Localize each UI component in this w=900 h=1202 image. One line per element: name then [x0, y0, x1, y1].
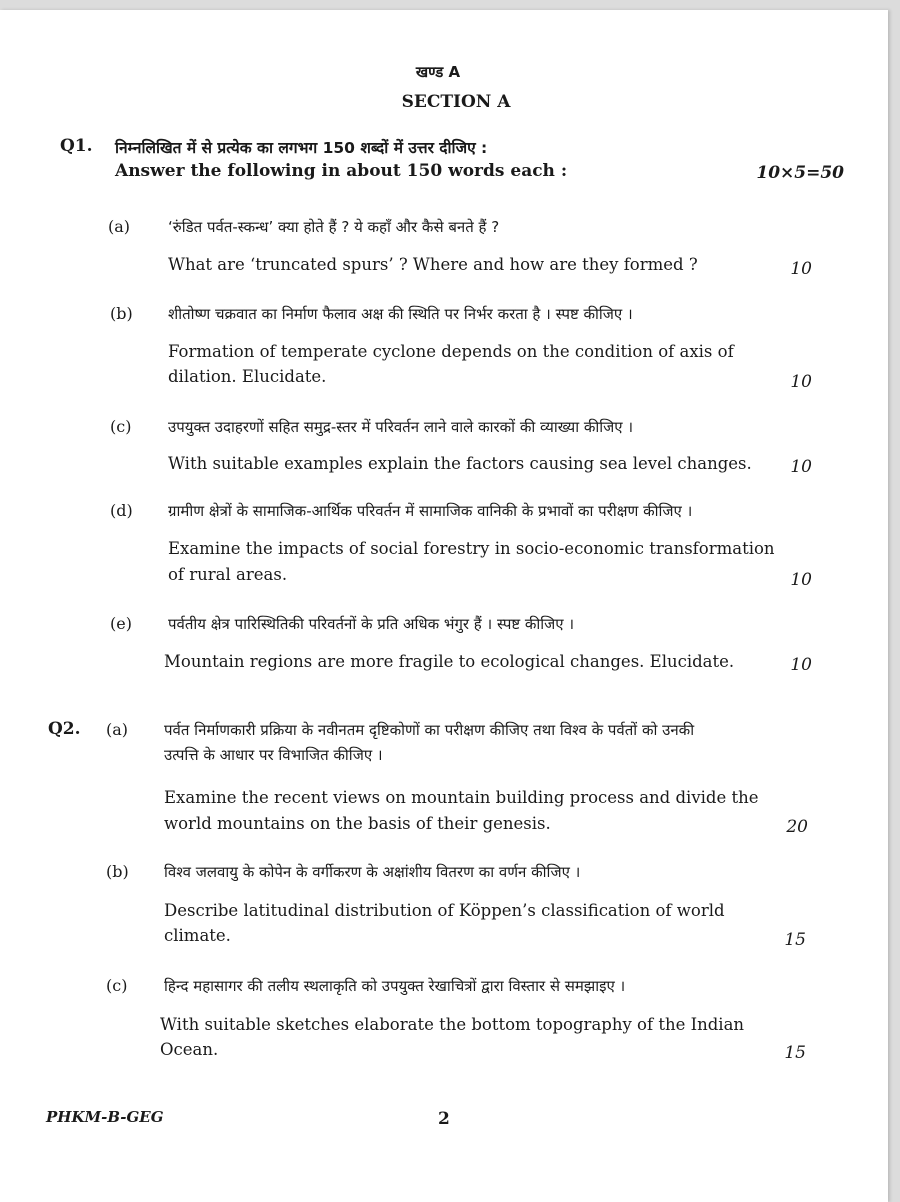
q1-part-e-english: Mountain regions are more fragile to ecological changes. Elucidate. [164, 652, 735, 671]
q1-part-a-label: (a) [108, 217, 131, 236]
q2-part-a-english-line1: Examine the recent views on mountain building process and divide the [164, 788, 759, 807]
q1-part-e-label: (e) [110, 614, 132, 633]
q1-hindi-instruction: निम्नलिखित में से प्रत्येक का लगभग 150 शब्दों में उत्तर दीजिए : [115, 139, 488, 157]
q1-part-d-hindi: ग्रामीण क्षेत्रों के सामाजिक-आर्थिक परिवर्तन में सामाजिक वानिकी के प्रभावों का परीक्षण कीजिए । [168, 502, 693, 520]
q2-part-a-hindi-line1: पर्वत निर्माणकारी प्रक्रिया के नवीनतम दृष्टिकोणों का परीक्षण कीजिए तथा विश्व के पर्वतों को उनकी [164, 721, 695, 739]
q2-part-b-english-line2: climate. [164, 926, 231, 945]
page-number: 2 [438, 1109, 450, 1129]
q1-part-b-english-line1: Formation of temperate cyclone depends on the condition of axis of [168, 342, 734, 361]
q2-part-a-marks: 20 [786, 817, 808, 837]
paper-code: PHKM-B-GEG [46, 1108, 164, 1126]
q2-part-a-english-line2: world mountains on the basis of their genesis. [164, 814, 551, 833]
q2-part-c-label: (c) [106, 976, 128, 995]
q1-part-b-label: (b) [110, 304, 133, 323]
q1-part-b-english-line2: dilation. Elucidate. [168, 367, 327, 386]
q1-part-e-marks: 10 [790, 655, 812, 675]
q1-part-c-marks: 10 [790, 457, 812, 477]
q1-part-b-hindi: शीतोष्ण चक्रवात का निर्माण फैलाव अक्ष की स्थिति पर निर्भर करता है । स्पष्ट कीजिए । [168, 305, 633, 323]
section-title: SECTION A [401, 92, 511, 112]
q2-part-c-english-line1: With suitable sketches elaborate the bottom topography of the Indian [160, 1015, 745, 1034]
q2-part-c-hindi: हिन्द महासागर की तलीय स्थलाकृति को उपयुक्त रेखाचित्रों द्वारा विस्तार से समझाइए । [164, 977, 626, 995]
q1-part-d-english-line1: Examine the impacts of social forestry in socio-economic transformation [168, 539, 775, 558]
q1-part-a-english: What are ‘truncated spurs’ ? Where and how are they formed ? [168, 255, 698, 274]
q2-part-a-hindi-line2: उत्पत्ति के आधार पर विभाजित कीजिए । [164, 746, 383, 764]
q1-part-d-marks: 10 [790, 570, 812, 590]
q2-part-b-english-line1: Describe latitudinal distribution of Köppen’s classification of world [164, 901, 725, 920]
q1-part-c-label: (c) [110, 417, 132, 436]
q1-part-a-marks: 10 [790, 259, 812, 279]
section-hindi-title: खण्ड A [415, 63, 461, 81]
q2-part-b-label: (b) [106, 862, 129, 881]
q2-part-a-label: (a) [106, 720, 129, 739]
q1-part-b-marks: 10 [790, 372, 812, 392]
q2-number: Q2. [48, 719, 81, 739]
q1-part-c-hindi: उपयुक्त उदाहरणों सहित समुद्र-स्तर में परिवर्तन लाने वाले कारकों की व्याख्या कीजिए । [168, 418, 634, 436]
q1-total-marks: 10×5=50 [756, 163, 844, 183]
q1-part-c-english: With suitable examples explain the factors causing sea level changes. [168, 454, 752, 473]
q1-part-d-english-line2: of rural areas. [168, 565, 288, 584]
q1-part-e-hindi: पर्वतीय क्षेत्र पारिस्थितिकी परिवर्तनों के प्रति अधिक भंगुर हैं । स्पष्ट कीजिए । [168, 615, 575, 633]
q1-part-a-hindi: ‘रुंडित पर्वत-स्कन्ध’ क्या होते हैं ? ये कहाँ और कैसे बनते हैं ? [168, 218, 500, 236]
exam-page [0, 10, 888, 1202]
q1-number: Q1. [60, 136, 93, 156]
q1-instruction: Answer the following in about 150 words each : [115, 161, 568, 181]
q2-part-b-hindi: विश्व जलवायु के कोपेन के वर्गीकरण के अक्षांशीय वितरण का वर्णन कीजिए । [164, 863, 581, 881]
q2-part-c-english-line2: Ocean. [160, 1040, 219, 1059]
q2-part-b-marks: 15 [784, 930, 806, 950]
q2-part-c-marks: 15 [784, 1043, 806, 1063]
q1-part-d-label: (d) [110, 501, 133, 520]
